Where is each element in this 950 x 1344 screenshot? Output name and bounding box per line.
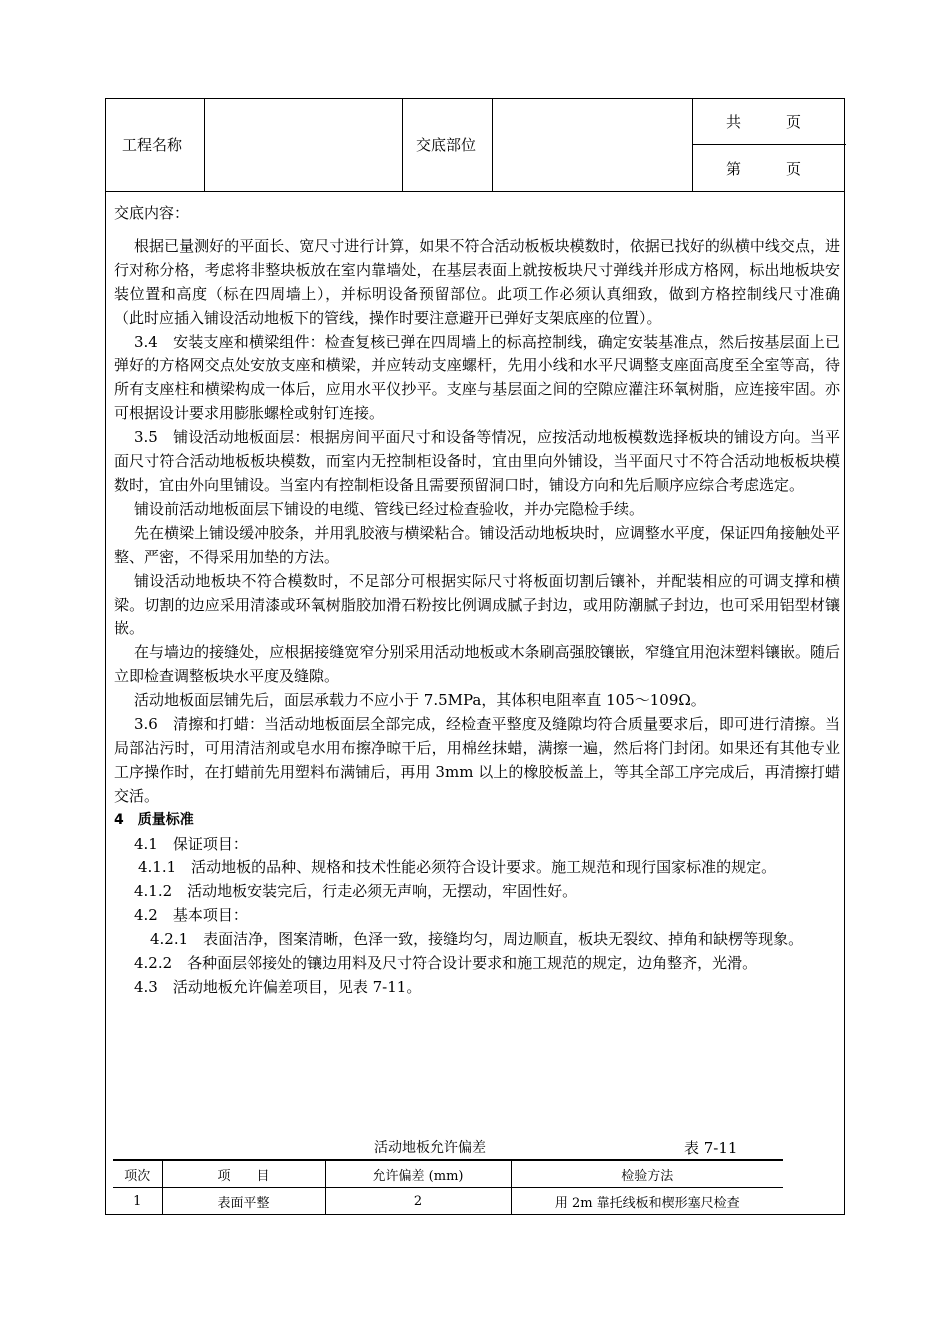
- column-header: 项次: [113, 1160, 162, 1188]
- table-header-row: [113, 1160, 783, 1188]
- paragraph: 4.1 保证项目：: [134, 834, 248, 853]
- paragraph: 铺设活动地板块不符合模数时，不足部分可根据实际尺寸将板面切割后镶补，并配装相应的可调支撑和横梁。切割的边应采用清漆或环氧树脂胶加滑石粉按比例调成腻子封边，或用防潮腻子封边，也可采用铝型材镶嵌。: [114, 571, 840, 638]
- table-cell: 表面平整: [162, 1188, 325, 1215]
- divider: [402, 99, 403, 192]
- document-frame: [105, 98, 845, 1215]
- divider: [204, 99, 205, 192]
- deviation-table: [113, 1159, 783, 1215]
- paragraph: 根据已量测好的平面长、宽尺寸进行计算，如果不符合活动板板块模数时，依据已找好的纵横中线交点，进行对称分格，考虑将非整块板放在室内靠墙处，在基层表面上就按板块尺寸弹线并形成方格网，标出地板块安装位置和高度（标在四周墙上），并标明设备预留部位。此项工作必须认真细致，做到方格控制线尺寸准确（此时应插入铺设活动地板下的管线，操作时要注意避开已弹好支架底座的位置）。: [114, 236, 840, 327]
- divider: [492, 99, 493, 192]
- paragraph: 4.2.1 表面洁净，图案清晰，色泽一致，接缝均匀，周边顺直，板块无裂纹、掉角和缺楞等现象。: [150, 930, 804, 949]
- paragraph: 4.2 基本项目：: [134, 906, 248, 925]
- divider: [692, 99, 693, 192]
- paragraph: 铺设前活动地板面层下铺设的电缆、管线已经过检查验收，并办完隐检手续。: [134, 499, 645, 518]
- paragraph: 先在横梁上铺设缓冲胶条，并用乳胶液与横梁粘合。铺设活动地板块时，应调整水平度，保证四角接触处平整、严密，不得采用加垫的方法。: [114, 523, 840, 566]
- table-cell: 1: [113, 1188, 162, 1215]
- header-table: [106, 99, 844, 192]
- section-heading: 4 质量标准: [114, 811, 194, 828]
- column-header: 项 目: [162, 1160, 325, 1188]
- paragraph: 3.4 安装支座和横梁组件：检查复核已弹在四周墙上的标高控制线，确定安装基准点，然后按基层面上已弹好的方格网交点处安放支座和横梁，并应转动支座螺杆，先用小线和水平尺调整支座面高度至全室等高，待所有支座柱和横梁构成一体后，应用水平仪抄平。支座与基层面之间的空隙应灌注环氧树脂，应连接牢固。亦可根据设计要求用膨胀螺栓或射钉连接。: [114, 332, 840, 423]
- paragraph: 3.5 铺设活动地板面层：根据房间平面尺寸和设备等情况，应按活动地板模数选择板块的铺设方向。当平面尺寸符合活动地板板块模数，而室内无控制柜设备时，宜由里向外铺设，当平面尺寸不符合活动地板板块模数时，宜由外向里铺设。当室内有控制柜设备且需要预留洞口时，铺设方向和先后顺序应综合考虑选定。: [114, 428, 840, 494]
- divider: [692, 144, 846, 145]
- table-cell: 2: [325, 1188, 511, 1215]
- paragraph: 4.1.1 活动地板的品种、规格和技术性能必须符合设计要求。施工规范和现行国家标准的规定。: [138, 858, 777, 877]
- table-cell: 用 2m 靠托线板和楔形塞尺检查: [511, 1188, 783, 1215]
- page-number: 第 页: [726, 160, 802, 178]
- project-name-label: 工程名称: [122, 136, 183, 154]
- paragraph: 4.3 活动地板允许偏差项目，见表 7-11。: [134, 978, 422, 996]
- paragraph: 4.2.2 各种面层邻接处的镶边用料及尺寸符合设计要求和施工规范的规定，边角整齐，光滑。: [134, 954, 758, 973]
- handover-part-label: 交底部位: [416, 136, 477, 154]
- column-header: 检验方法: [511, 1160, 783, 1188]
- column-header: 允许偏差 (mm): [325, 1160, 511, 1188]
- content-label: 交底内容：: [114, 204, 190, 222]
- handover-content: [114, 202, 840, 1000]
- table-caption: [106, 1137, 846, 1159]
- paragraph: 4.1.2 活动地板安装完后，行走必须无声响，无摆动，牢固性好。: [134, 882, 578, 901]
- paragraph: 3.6 清擦和打蜡：当活动地板面层全部完成，经检查平整度及缝隙均符合质量要求后，即可进行清擦。当局部沾污时，可用清洁剂或皂水用布擦净晾干后，用棉丝抹蜡，满擦一遍，然后将门封闭。如果还有其他专业工序操作时，在打蜡前先用塑料布满铺后，再用 3mm 以上的橡胶板盖上，等其全部工序完成后，再清擦打蜡交活。: [114, 715, 840, 805]
- paragraph: 活动地板面层铺先后，面层承载力不应小于 7.5MPa，其体积电阻率直 105～109Ω。: [134, 691, 706, 710]
- table-row: [113, 1188, 783, 1215]
- table-number: 表 7-11: [684, 1139, 738, 1157]
- paragraph: 在与墙边的接缝处，应根据接缝宽窄分别采用活动地板或木条刷高强胶镶嵌，窄缝宜用泡沫塑料镶嵌。随后立即检查调整板块水平度及缝隙。: [114, 643, 840, 686]
- table-title: 活动地板允许偏差: [374, 1140, 486, 1156]
- total-pages: 共 页: [726, 113, 802, 131]
